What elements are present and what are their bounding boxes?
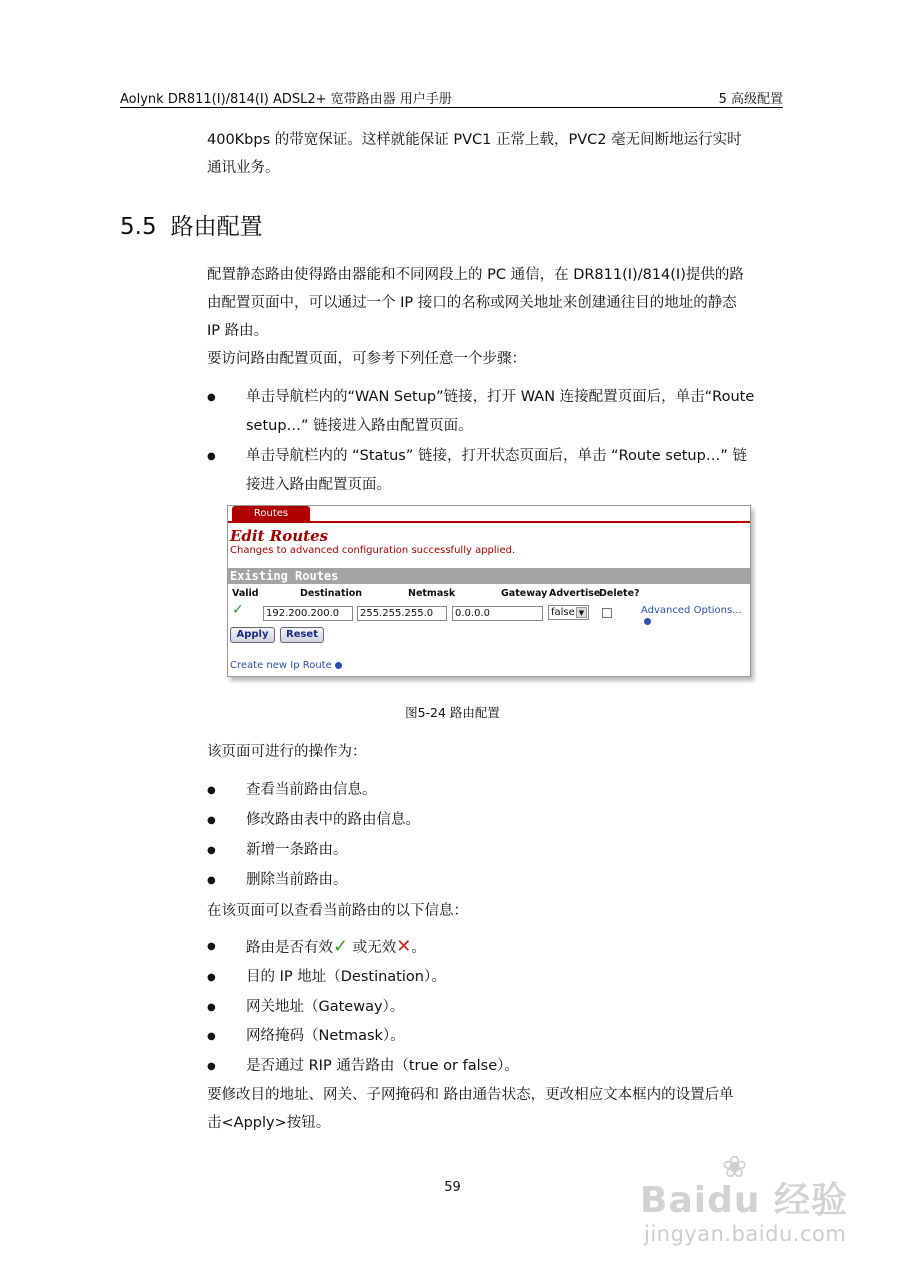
description-paragraph (207, 261, 784, 345)
bullet-icon: ● (207, 785, 216, 796)
list-item-text: 修改路由表中的路由信息。 (246, 812, 420, 828)
bullet-icon: ● (207, 941, 216, 952)
bullet-icon: ● (207, 1061, 216, 1072)
column-header-valid: Valid (232, 588, 259, 599)
list-item (207, 932, 784, 963)
bullet-icon: ● (207, 392, 216, 403)
section-number: 5.5 (120, 214, 157, 240)
page-number: 59 (444, 1180, 461, 1195)
column-header-netmask: Netmask (408, 588, 456, 599)
delete-checkbox[interactable] (602, 608, 612, 618)
access-paragraph: 要访问路由配置页面，可参考下列任意一个步骤： (207, 351, 526, 367)
create-route-link[interactable] (230, 660, 342, 671)
watermark-logo: Baidu 经验 (640, 1180, 849, 1221)
create-route-label: Create new Ip Route (230, 660, 332, 671)
status-message: Changes to advanced configuration successfully applied. (230, 545, 516, 556)
text-line: 单击导航栏内的 “Status” 链接，打开状态页面后，单击 “Route setup…” 链 (246, 448, 747, 464)
text-line: 由配置页面中，可以通过一个 IP 接口的名称或网关地址来创建通往目的地址的静态 (207, 295, 737, 311)
header-manual-title: Aolynk DR811(I)/814(I) ADSL2+ 宽带路由器 用户手册 (120, 92, 452, 107)
list-item-text: 是否通过 RIP 通告路由（true or false）。 (246, 1058, 519, 1074)
tab-routes[interactable]: Routes (232, 506, 310, 523)
text-line: IP 路由。 (207, 323, 269, 339)
advanced-options-link[interactable] (641, 605, 750, 627)
info-intro: 在该页面可以查看当前路由的以下信息： (207, 903, 468, 919)
text-line: 击<Apply>按钮。 (207, 1115, 331, 1131)
period-text: 。 (411, 940, 426, 956)
bullet-icon: ● (207, 845, 216, 856)
bullet-icon: ● (207, 972, 216, 983)
paw-icon: ❀ (722, 1150, 748, 1185)
page-title: Edit Routes (230, 527, 329, 545)
list-item (207, 776, 784, 805)
column-header-advertise: Advertise (549, 588, 601, 599)
arrow-circle-icon (335, 662, 342, 669)
bullet-icon: ● (207, 815, 216, 826)
bullet-icon: ● (207, 1031, 216, 1042)
list-item (207, 383, 784, 441)
bullet-icon: ● (207, 875, 216, 886)
operations-intro: 该页面可进行的操作为： (207, 744, 367, 760)
list-item (207, 442, 784, 500)
figure-caption: 图5-24 路由配置 (405, 705, 500, 720)
routes-screenshot (227, 505, 751, 677)
list-item (207, 866, 784, 895)
advertise-value: false (551, 607, 575, 618)
text-line: 400Kbps 的带宽保证。这样就能保证 PVC1 正常上载，PVC2 毫无间断地运行实时 (207, 132, 742, 148)
text-line: 通讯业务。 (207, 160, 280, 176)
check-icon: ✓ (333, 936, 349, 957)
text-line: 要修改目的地址、网关、子网掩码和 路由通告状态，更改相应文本框内的设置后单 (207, 1087, 734, 1103)
list-item (207, 993, 784, 1022)
text-line: setup…” 链接进入路由配置页面。 (246, 418, 473, 434)
modify-paragraph (207, 1081, 784, 1137)
gateway-input[interactable]: 0.0.0.0 (452, 606, 543, 621)
list-item-text: 网关地址（Gateway）。 (246, 999, 405, 1015)
netmask-input[interactable]: 255.255.255.0 (357, 606, 447, 621)
arrow-circle-icon (644, 618, 651, 625)
bullet-icon: ● (207, 451, 216, 462)
list-item (207, 1052, 784, 1081)
list-item-text: 目的 IP 地址（Destination）。 (246, 969, 446, 985)
text-line: 配置静态路由使得路由器能和不同网段上的 PC 通信，在 DR811(I)/814(I)提供的路 (207, 267, 744, 283)
text-line: 单击导航栏内的“WAN Setup”链接，打开 WAN 连接配置页面后，单击“Route (246, 389, 755, 405)
list-item (207, 1022, 784, 1051)
list-item (207, 806, 784, 835)
section-bar: Existing Routes (228, 568, 750, 584)
reset-button[interactable]: Reset (280, 627, 324, 643)
chevron-down-icon: ▼ (576, 607, 587, 618)
apply-button[interactable]: Apply (230, 627, 275, 643)
section-title: 路由配置 (170, 214, 263, 240)
section-heading (120, 208, 263, 241)
text-line: 接进入路由配置页面。 (246, 477, 391, 493)
list-item (207, 963, 784, 992)
list-item-text: 新增一条路由。 (246, 842, 348, 858)
baidu-watermark (640, 1150, 860, 1270)
column-header-delete: Delete? (599, 588, 640, 599)
advanced-options-label: Advanced Options... (641, 605, 742, 616)
tab-bar (228, 506, 750, 523)
watermark-url: jingyan.baidu.com (644, 1222, 847, 1246)
valid-text: 路由是否有效 (246, 940, 333, 956)
column-header-destination: Destination (300, 588, 363, 599)
list-item-text: 网络掩码（Netmask）。 (246, 1028, 405, 1044)
list-item-text: 删除当前路由。 (246, 872, 348, 888)
header-chapter: 5 高级配置 (718, 92, 783, 107)
check-icon: ✓ (232, 602, 244, 618)
cross-icon: ✕ (396, 936, 412, 957)
invalid-text: 或无效 (348, 940, 397, 956)
intro-paragraph (207, 126, 784, 182)
list-item-text: 查看当前路由信息。 (246, 782, 377, 798)
advertise-select[interactable] (548, 605, 589, 620)
column-header-gateway: Gateway (501, 588, 548, 599)
destination-input[interactable]: 192.200.200.0 (263, 606, 353, 621)
list-item (207, 836, 784, 865)
bullet-icon: ● (207, 1002, 216, 1013)
page-header (120, 88, 783, 108)
